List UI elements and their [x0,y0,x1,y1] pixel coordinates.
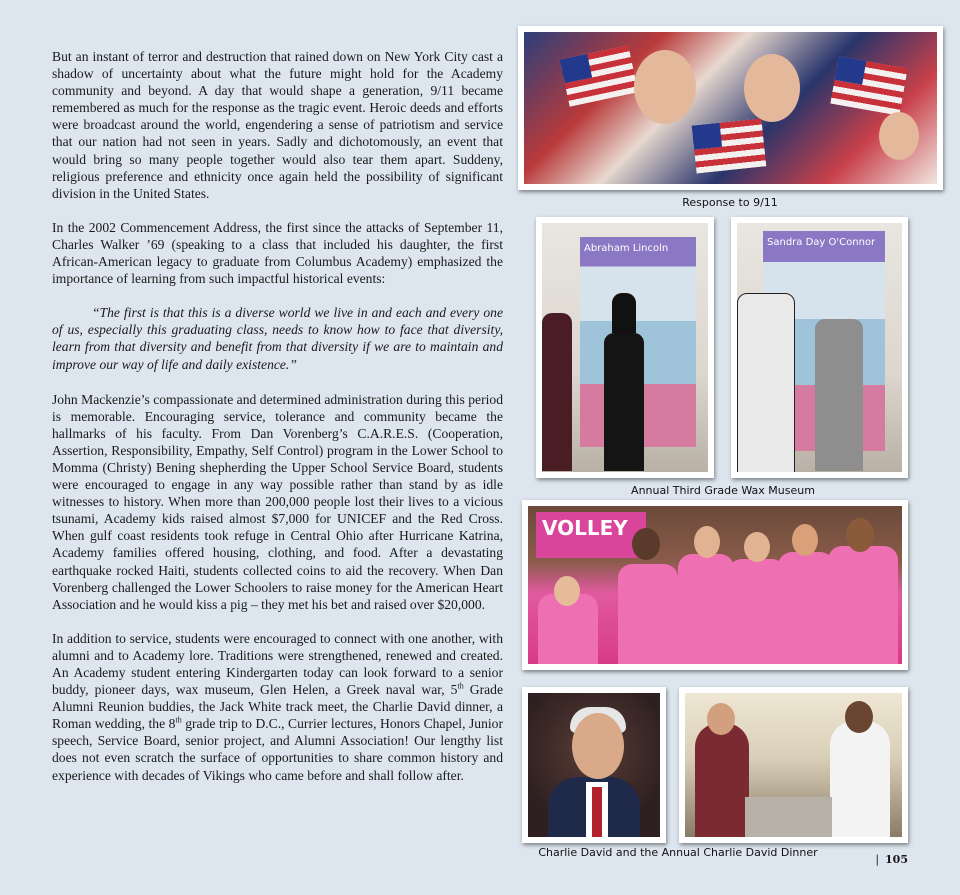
poster-label-oconnor: Sandra Day O'Connor [767,237,876,248]
volley-banner: VOLLEY [536,512,646,558]
caption-response-911: Response to 9/11 [682,196,778,209]
photo-response-911 [518,26,943,190]
commencement-quote: “The first is that this is a diverse world we live in and each and every one of us, especially this graduating class, needs to know how to face that diversity, learn from that diversity and benefit from that diversity if we are to maintain and improve our way of life and daily existence.” [52,305,503,372]
photo-wax-museum-lincoln [536,217,714,478]
article-body [52,48,503,801]
caption-charlie-david: Charlie David and the Annual Charlie David Dinner [538,846,818,859]
page-number: | 105 [875,853,908,866]
paragraph-mackenzie: John Mackenzie’s compassionate and determined administration during this period is memorable. Encouraging service, tolerance and community became the hallmarks of his faculty. From Dan Vorenberg’s C.A.R.E.S. (Cooperation, Assertion, Responsibility, Empathy, Self Control) program in the Lower School to Momma (Christy) Bening shepherding the Upper School Service Board, students were encouraged to engage in any way possible rather than stand by as idle witnesses to history. When more than 200,000 people lost their lives to a vicious tsunami, Academy kids raised almost $7,000 for UNICEF and the Red Cross. When gulf coast residents took refuge in Central Ohio after Hurricane Katrina, Academy families offered housing, clothing, and food. After a devastating earthquake rocked Haiti, students collected coins to aid the recovery. When Dan Vorenberg challenged the Lower Schoolers to raise money for the American Heart Association and he would kiss a pig – they met his bet and raised over $20,000. [52,391,503,612]
poster-label-lincoln: Abraham Lincoln [584,243,669,254]
paragraph-commencement: In the 2002 Commencement Address, the first since the attacks of September 11, Charles Walker ’69 (speaking to a class that included his daughter, the first African-American legacy to graduate from Columbus Academy) emphasized the importance of learning from such impactful historical events: [52,219,503,287]
paragraph-traditions: In addition to service, students were encouraged to connect with one another, with alumni and to Academy lore. Traditions were strengthened, renewed and created. An Academy student entering Kindergarten today can look forward to a senior buddy, pioneer days, wax museum, Glen Helen, a Greek naval war, 5th Grade Alumni Reunion buddies, the Jack White track meet, the Charlie David dinner, a Roman wedding, the 8th grade trip to D.C., Currier lectures, Honors Chapel, Junior speech, Service Board, senior project, and Alumni Association! Our lengthy list does not even scratch the surface of opportunities to share common history and experience with decades of Vikings who came before and shall follow after. [52,630,503,783]
caption-wax-museum: Annual Third Grade Wax Museum [631,484,815,497]
photo-volley-for-the-cure [522,500,908,670]
paragraph-911: But an instant of terror and destruction that rained down on New York City cast a shadow of uncertainty about what the future might hold for the Academy community and beyond. A day that would shape a generation, 9/11 became remembered as much for the response as the tragic event. Heroic deeds and efforts were broadcast around the world, engendering a sense of patriotism and service that our nation had not seen in years. Sadly and dichotomously, an event that would bring so many people together would also tear them apart. Suddeny, religious preference and ethnicity once again held the possibility of significant division in the United States. [52,49,503,201]
photo-wax-museum-oconnor [731,217,908,478]
photo-charlie-david [522,687,666,843]
photo-charlie-david-dinner [679,687,908,843]
